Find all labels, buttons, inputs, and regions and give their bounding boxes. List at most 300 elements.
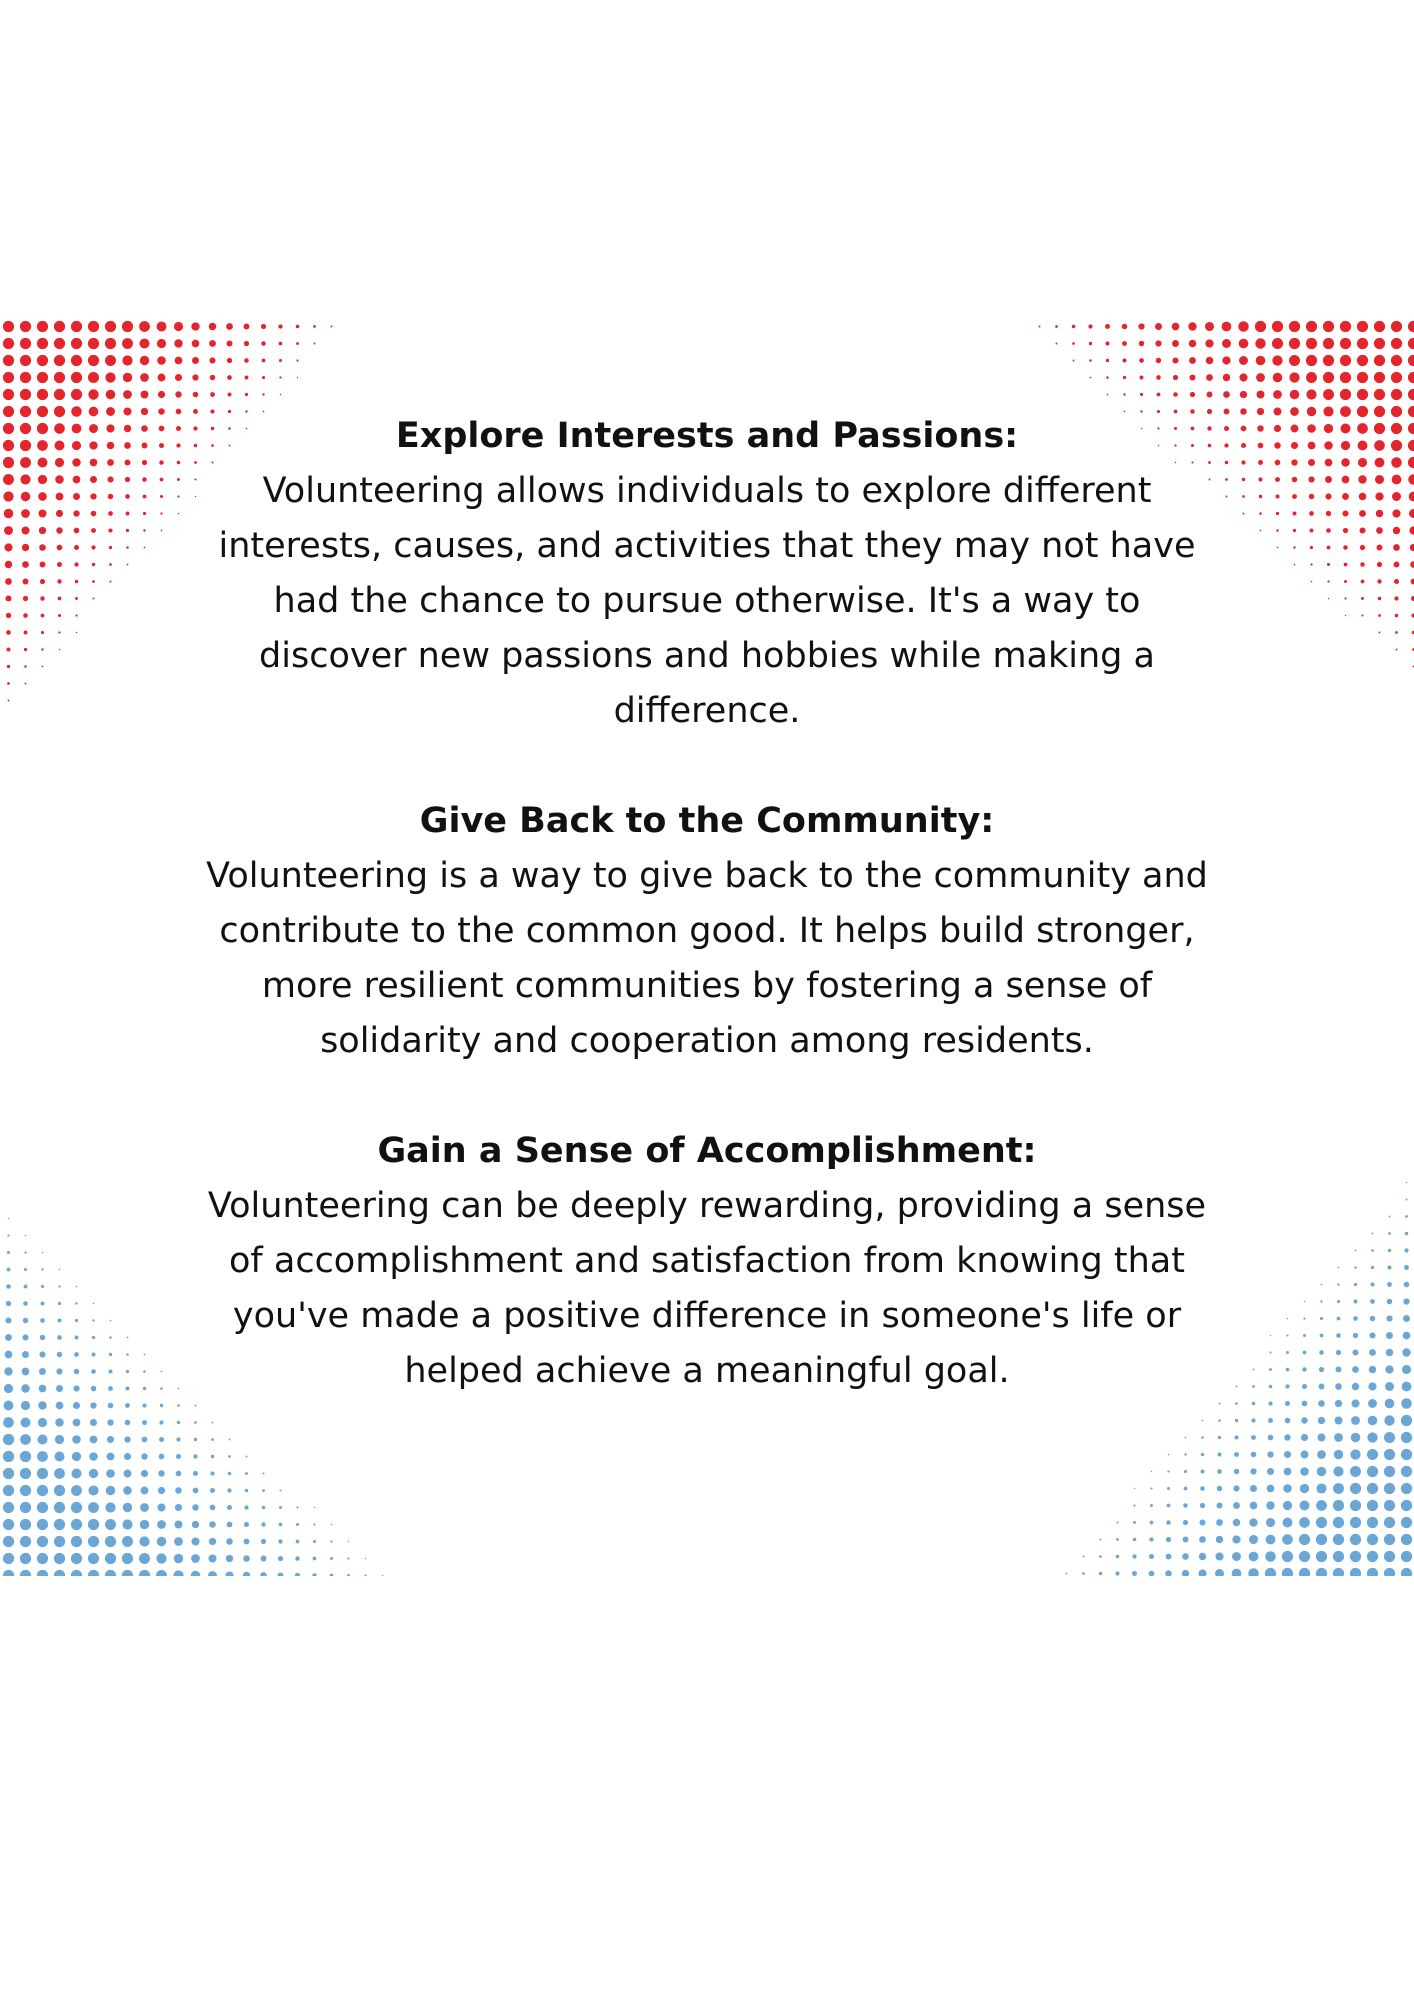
halftone-dot (1134, 1488, 1135, 1489)
halftone-dot (228, 1472, 232, 1476)
halftone-dot (209, 323, 217, 331)
halftone-dot (123, 390, 132, 399)
halftone-dot (37, 1502, 48, 1513)
halftone-dot (37, 1536, 48, 1547)
halftone-dot (1384, 1568, 1395, 1576)
halftone-dot (105, 355, 116, 366)
halftone-dot (1239, 339, 1249, 349)
halftone-dot (89, 1469, 98, 1478)
halftone-dot (1189, 340, 1197, 348)
halftone-dot (37, 355, 48, 366)
halftone-dot (37, 372, 48, 383)
halftone-dot (140, 1520, 149, 1529)
halftone-dot (54, 355, 65, 366)
halftone-dot (1166, 1554, 1172, 1560)
halftone-dot (1239, 373, 1247, 381)
halftone-dot (176, 1471, 182, 1477)
halftone-dot (1107, 394, 1109, 396)
halftone-dot (209, 1538, 216, 1545)
halftone-dot (1055, 325, 1058, 328)
halftone-dot (1323, 355, 1334, 366)
halftone-dot (279, 1506, 282, 1509)
halftone-dot (71, 321, 82, 332)
halftone-dot (313, 325, 316, 328)
halftone-dot (1116, 1538, 1119, 1541)
halftone-dot (71, 1502, 82, 1513)
section-text-line: Volunteering is a way to give back to the community and (206, 856, 1208, 896)
section-text-line: solidarity and cooperation among residents. (320, 1021, 1094, 1061)
halftone-dot (245, 1472, 248, 1475)
section-text-line: contribute to the common good. It helps build stronger, (219, 911, 1195, 951)
halftone-dot (1123, 393, 1125, 395)
halftone-dot (1207, 392, 1213, 398)
halftone-dot (1350, 1568, 1361, 1576)
halftone-dot (54, 372, 65, 383)
halftone-dot (226, 1538, 233, 1545)
halftone-dot (1333, 1568, 1344, 1576)
halftone-dot (1249, 1552, 1259, 1562)
halftone-dot (20, 321, 31, 332)
halftone-dot (1123, 376, 1126, 379)
halftone-dot (20, 1468, 31, 1479)
section-text-line: difference. (613, 691, 801, 731)
halftone-dot (209, 1521, 216, 1528)
halftone-dot (140, 1503, 149, 1512)
halftone-dot (1133, 1521, 1136, 1524)
halftone-dot (1222, 356, 1230, 364)
halftone-dot (244, 1522, 249, 1527)
halftone-dot (210, 375, 215, 380)
halftone-dot (1215, 1552, 1223, 1560)
halftone-dot (244, 324, 250, 330)
halftone-dot (243, 1555, 250, 1562)
halftone-dot (1408, 321, 1414, 332)
halftone-dot (1232, 1535, 1240, 1543)
halftone-dot (1038, 325, 1040, 327)
halftone-dot (1150, 1521, 1154, 1525)
halftone-dot (1340, 355, 1351, 366)
halftone-dot (1183, 1520, 1188, 1525)
section-text-line: helped achieve a meaningful goal. (404, 1351, 1010, 1391)
halftone-dot (122, 355, 132, 365)
halftone-dot (1155, 340, 1161, 346)
halftone-dot (192, 1521, 199, 1528)
halftone-dot (1184, 1487, 1188, 1491)
halftone-dot (1132, 1571, 1137, 1576)
section-text-line: of accomplishment and satisfaction from knowing that (229, 1241, 1185, 1281)
halftone-dot (1099, 1572, 1102, 1575)
halftone-dot (1272, 338, 1283, 349)
halftone-dot (331, 326, 333, 328)
halftone-dot (295, 1573, 300, 1576)
halftone-dot (295, 1556, 299, 1560)
halftone-dot (278, 1556, 283, 1561)
halftone-dot (1357, 355, 1368, 366)
halftone-dot (54, 1570, 65, 1576)
halftone-dot (1323, 389, 1334, 400)
halftone-dot (1133, 1504, 1135, 1506)
halftone-dot (175, 1504, 182, 1511)
halftone-dot (1374, 338, 1385, 349)
halftone-dot (1149, 1571, 1155, 1576)
halftone-dot (1150, 1504, 1153, 1507)
halftone-dot (1250, 1468, 1256, 1474)
halftone-dot (1240, 391, 1247, 398)
halftone-dot (37, 1519, 48, 1530)
halftone-dot (3, 1485, 14, 1496)
halftone-dot (1391, 338, 1402, 349)
halftone-dot (37, 1553, 48, 1564)
halftone-dot (262, 359, 266, 363)
halftone-dot (1357, 321, 1368, 332)
halftone-dot (71, 389, 82, 400)
halftone-dot (88, 1553, 99, 1564)
halftone-dot (176, 1454, 181, 1459)
halftone-dot (210, 392, 215, 397)
section-explore-interests (0, 408, 1414, 739)
halftone-dot (175, 357, 183, 365)
halftone-dot (1201, 1453, 1204, 1456)
halftone-dot (245, 1455, 247, 1457)
halftone-dot (1401, 1517, 1412, 1528)
halftone-dot (174, 1537, 183, 1546)
halftone-dot (158, 1470, 164, 1476)
halftone-dot (1151, 1471, 1153, 1473)
halftone-dot (1216, 1502, 1222, 1508)
halftone-dot (278, 324, 282, 328)
halftone-dot (244, 341, 249, 346)
halftone-dot (1272, 321, 1283, 332)
halftone-dot (71, 338, 82, 349)
halftone-dot (105, 1519, 116, 1530)
halftone-dot (1105, 341, 1109, 345)
halftone-dot (1401, 1551, 1412, 1562)
halftone-dot (1222, 339, 1231, 348)
halftone-dot (1408, 389, 1414, 400)
halftone-dot (1066, 1573, 1068, 1575)
halftone-dot (71, 1536, 82, 1547)
halftone-dot (1374, 355, 1385, 366)
halftone-dot (1384, 1466, 1395, 1477)
halftone-dot (89, 1452, 98, 1461)
halftone-dot (1184, 1453, 1186, 1455)
halftone-dot (330, 1557, 333, 1560)
halftone-dot (1106, 359, 1109, 362)
halftone-dot (1306, 355, 1317, 366)
halftone-dot (227, 1488, 231, 1492)
halftone-dot (1182, 1553, 1189, 1560)
halftone-dot (1401, 1483, 1412, 1494)
halftone-dot (1215, 1569, 1224, 1576)
halftone-dot (88, 1536, 99, 1547)
halftone-dot (1223, 374, 1230, 381)
halftone-dot (122, 1570, 133, 1576)
halftone-dot (193, 1488, 199, 1494)
halftone-dot (1168, 1454, 1170, 1456)
halftone-dot (3, 1536, 14, 1547)
halftone-dot (106, 1486, 115, 1495)
halftone-dot (1199, 1553, 1206, 1560)
halftone-dot (1282, 1534, 1293, 1545)
halftone-dot (1265, 1551, 1276, 1562)
halftone-dot (157, 356, 166, 365)
halftone-dot (71, 1570, 82, 1576)
halftone-dot (1289, 355, 1300, 366)
halftone-dot (173, 1570, 183, 1576)
halftone-dot (261, 341, 265, 345)
halftone-dot (20, 1502, 31, 1513)
halftone-dot (1248, 1568, 1258, 1576)
halftone-dot (139, 1536, 149, 1546)
halftone-dot (1290, 390, 1299, 399)
halftone-dot (1238, 321, 1248, 331)
halftone-dot (1273, 390, 1282, 399)
halftone-dot (1217, 1469, 1222, 1474)
halftone-dot (88, 389, 98, 399)
halftone-dot (1184, 1470, 1187, 1473)
halftone-dot (1233, 1519, 1241, 1527)
halftone-dot (88, 372, 99, 383)
halftone-dot (37, 1485, 48, 1496)
halftone-dot (1205, 322, 1214, 331)
halftone-dot (20, 1485, 31, 1496)
halftone-dot (175, 391, 181, 397)
halftone-dot (244, 1539, 250, 1545)
halftone-dot (1316, 1500, 1327, 1511)
halftone-dot (139, 338, 149, 348)
halftone-dot (1172, 357, 1178, 363)
halftone-dot (1340, 338, 1351, 349)
halftone-dot (1408, 338, 1414, 349)
section-text-line: you've made a positive difference in someone's life or (232, 1296, 1182, 1336)
halftone-dot (1082, 1572, 1085, 1575)
halftone-dot (1306, 372, 1317, 383)
halftone-dot (1316, 1568, 1327, 1576)
halftone-dot (158, 1487, 165, 1494)
halftone-dot (1200, 1503, 1205, 1508)
halftone-dot (122, 321, 133, 332)
halftone-dot (1401, 1466, 1412, 1477)
halftone-dot (1201, 1470, 1205, 1474)
halftone-dot (140, 373, 149, 382)
halftone-dot (1367, 1568, 1378, 1576)
halftone-dot (1283, 1484, 1292, 1493)
halftone-dot (211, 1455, 215, 1459)
halftone-dot (1367, 1534, 1378, 1545)
halftone-dot (1266, 1518, 1275, 1527)
halftone-dot (20, 389, 31, 400)
halftone-dot (1350, 1551, 1361, 1562)
halftone-dot (37, 321, 48, 332)
halftone-dot (1105, 324, 1110, 329)
halftone-dot (364, 1574, 366, 1576)
halftone-dot (1190, 392, 1195, 397)
halftone-dot (1256, 373, 1265, 382)
section-give-back (0, 793, 1414, 1069)
halftone-dot (37, 1570, 48, 1576)
halftone-dot (1374, 372, 1385, 383)
halftone-dot (37, 338, 48, 349)
halftone-dot (158, 1504, 166, 1512)
halftone-dot (141, 1470, 148, 1477)
halftone-dot (174, 1554, 184, 1564)
halftone-dot (1340, 389, 1351, 400)
halftone-dot (1166, 1537, 1171, 1542)
halftone-dot (1333, 1483, 1344, 1494)
halftone-dot (227, 1505, 232, 1510)
halftone-dot (175, 1521, 183, 1529)
halftone-dot (1255, 321, 1266, 332)
halftone-dot (1206, 374, 1213, 381)
halftone-dot (122, 1536, 133, 1547)
halftone-dot (226, 1555, 233, 1562)
halftone-dot (1255, 338, 1265, 348)
halftone-dot (228, 393, 232, 397)
halftone-dot (262, 376, 265, 379)
halftone-dot (1357, 338, 1368, 349)
halftone-dot (139, 1553, 150, 1564)
halftone-dot (1289, 321, 1300, 332)
halftone-dot (54, 1553, 65, 1564)
halftone-dot (209, 340, 216, 347)
halftone-dot (245, 393, 248, 396)
halftone-dot (1073, 360, 1075, 362)
halftone-dot (72, 1452, 81, 1461)
halftone-dot (88, 1519, 99, 1530)
halftone-dot (3, 1570, 14, 1576)
halftone-dot (1088, 324, 1092, 328)
halftone-dot (1149, 1537, 1153, 1541)
halftone-dot (1216, 1536, 1223, 1543)
halftone-dot (1138, 323, 1144, 329)
halftone-dot (296, 359, 298, 361)
halftone-dot (1172, 340, 1179, 347)
halftone-dot (191, 1554, 200, 1563)
halftone-dot (279, 342, 283, 346)
halftone-dot (37, 389, 48, 400)
halftone-dot (1272, 355, 1282, 365)
halftone-dot (348, 1541, 350, 1543)
halftone-dot (3, 372, 14, 383)
halftone-dot (54, 321, 65, 332)
halftone-dot (382, 1575, 384, 1576)
halftone-dot (1350, 1534, 1361, 1545)
halftone-dot (54, 1468, 65, 1479)
halftone-dot (1232, 1569, 1242, 1576)
halftone-dot (280, 394, 282, 396)
document-body (0, 408, 1414, 1453)
halftone-dot (159, 1454, 165, 1460)
halftone-dot (1367, 1483, 1378, 1494)
halftone-dot (3, 321, 14, 332)
halftone-dot (209, 357, 215, 363)
halftone-dot (105, 1553, 116, 1564)
halftone-dot (1115, 1571, 1119, 1575)
halftone-dot (262, 1506, 266, 1510)
halftone-dot (296, 1540, 300, 1544)
halftone-dot (210, 1488, 215, 1493)
halftone-dot (3, 389, 14, 400)
section-text-line: had the chance to pursue otherwise. It's a way to (273, 581, 1141, 621)
halftone-dot (174, 339, 182, 347)
halftone-dot (1072, 325, 1075, 328)
halftone-dot (1106, 376, 1109, 379)
halftone-dot (262, 1489, 265, 1492)
halftone-dot (1316, 1517, 1327, 1528)
halftone-dot (20, 372, 31, 383)
halftone-dot (1223, 391, 1230, 398)
halftone-dot (1256, 356, 1266, 366)
halftone-dot (1167, 1504, 1171, 1508)
halftone-dot (297, 377, 298, 378)
halftone-dot (296, 1506, 298, 1508)
halftone-dot (1150, 1487, 1152, 1489)
halftone-dot (1391, 372, 1402, 383)
halftone-dot (122, 338, 133, 349)
halftone-dot (347, 1557, 349, 1559)
halftone-dot (1200, 1520, 1206, 1526)
halftone-dot (210, 1505, 216, 1511)
halftone-dot (71, 372, 82, 383)
section-heading: Explore Interests and Passions: (395, 416, 1019, 456)
halftone-dot (1289, 338, 1300, 349)
halftone-dot (261, 1556, 267, 1562)
section-text-line: Volunteering can be deeply rewarding, providing a sense (207, 1186, 1207, 1226)
halftone-dot (192, 357, 199, 364)
halftone-dot (71, 1519, 82, 1530)
halftone-dot (227, 1522, 233, 1528)
halftone-dot (158, 374, 166, 382)
halftone-dot (296, 325, 300, 329)
halftone-dot (191, 1537, 199, 1545)
halftone-dot (1089, 359, 1092, 362)
halftone-dot (193, 1471, 198, 1476)
section-text-line: more resilient communities by fostering a sense of (261, 966, 1153, 1006)
halftone-dot (88, 355, 99, 366)
halftone-dot (1350, 1466, 1361, 1477)
halftone-dot (279, 1489, 281, 1491)
halftone-dot (1266, 1501, 1274, 1509)
section-accomplishment (0, 1123, 1414, 1399)
halftone-dot (1384, 1551, 1395, 1562)
halftone-dot (1222, 322, 1232, 332)
halftone-dot (1157, 393, 1161, 397)
halftone-dot (1374, 321, 1385, 332)
halftone-dot (1282, 1568, 1293, 1576)
halftone-dot (105, 372, 115, 382)
halftone-dot (1401, 1534, 1412, 1545)
halftone-dot (313, 342, 315, 344)
halftone-dot (1172, 323, 1180, 331)
halftone-dot (1249, 1518, 1257, 1526)
halftone-dot (228, 1455, 231, 1458)
section-text-line: discover new passions and hobbies while making a (259, 636, 1155, 676)
halftone-dot (365, 1558, 367, 1560)
halftone-dot (279, 359, 282, 362)
halftone-dot (3, 355, 14, 366)
halftone-dot (71, 1468, 81, 1478)
halftone-dot (54, 1502, 65, 1513)
halftone-dot (88, 1502, 99, 1513)
halftone-dot (1083, 1556, 1085, 1558)
halftone-dot (330, 1574, 334, 1576)
halftone-dot (1183, 1503, 1188, 1508)
halftone-dot (1173, 375, 1178, 380)
halftone-dot (210, 1471, 214, 1475)
halftone-dot (1401, 1500, 1412, 1511)
halftone-dot (158, 391, 165, 398)
halftone-dot (139, 321, 150, 332)
